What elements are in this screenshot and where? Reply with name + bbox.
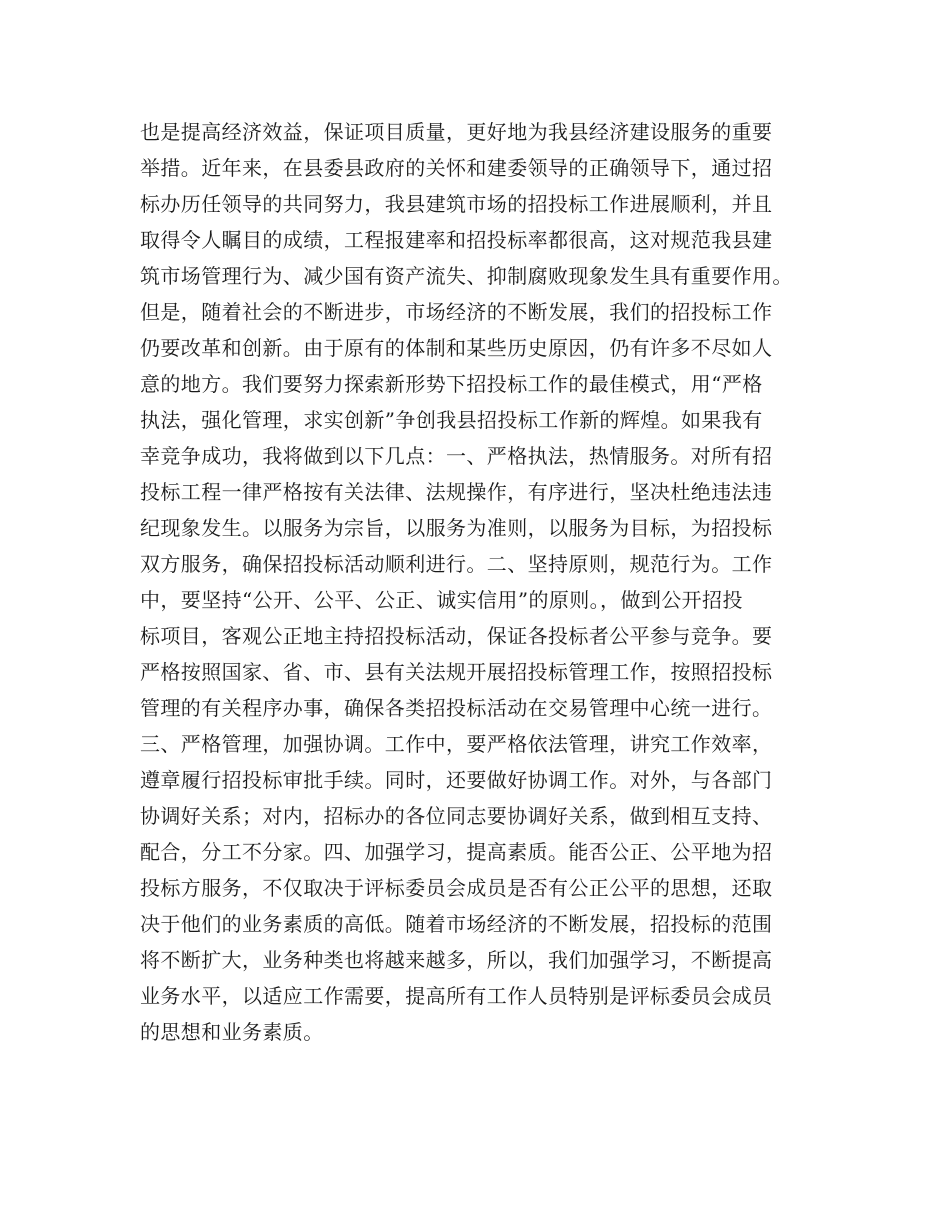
text-line: 的思想和业务素质。 xyxy=(140,1020,324,1044)
text-line: 纪现象发生。以服务为宗旨，以服务为准则，以服务为目标，为招投标 xyxy=(140,516,773,540)
text-line: 协调好关系；对内，招标办的各位同志要协调好关系，做到相互支持、 xyxy=(140,804,773,828)
text-line: 中，要坚持“公开、公平、公正、诚实信用”的原则。，做到公开招投 xyxy=(140,588,743,612)
text-line: 严格按照国家、省、市、县有关法规开展招投标管理工作，按照招投标 xyxy=(140,660,773,684)
text-line: 意的地方。我们要努力探索新形势下招投标工作的最佳模式，用“严格 xyxy=(140,372,763,396)
text-line: 标项目，客观公正地主持招投标活动，保证各投标者公平参与竞争。要 xyxy=(140,624,773,648)
text-line: 取得令人瞩目的成绩，工程报建率和招投标率都很高，这对规范我县建 xyxy=(140,228,773,252)
text-line: 但是，随着社会的不断进步，市场经济的不断发展，我们的招投标工作 xyxy=(140,300,773,324)
text-line: 双方服务，确保招投标活动顺利进行。二、坚持原则，规范行为。工作 xyxy=(140,552,773,576)
text-line: 将不断扩大，业务种类也将越来越多，所以，我们加强学习，不断提高 xyxy=(140,948,773,972)
text-line: 投标方服务，不仅取决于评标委员会成员是否有公正公平的思想，还取 xyxy=(140,876,773,900)
text-line: 筑市场管理行为、减少国有资产流失、抑制腐败现象发生具有重要作用。 xyxy=(140,264,793,288)
text-line: 幸竞争成功，我将做到以下几点：一、严格执法，热情服务。对所有招 xyxy=(140,444,773,468)
text-line: 配合，分工不分家。四、加强学习，提高素质。能否公正、公平地为招 xyxy=(140,840,773,864)
text-line: 也是提高经济效益，保证项目质量，更好地为我县经济建设服务的重要 xyxy=(140,120,773,144)
text-line: 遵章履行招投标审批手续。同时，还要做好协调工作。对外，与各部门 xyxy=(140,768,773,792)
text-line: 决于他们的业务素质的高低。随着市场经济的不断发展，招投标的范围 xyxy=(140,912,773,936)
body-text xyxy=(140,114,830,1050)
text-line: 三、严格管理，加强协调。工作中，要严格依法管理，讲究工作效率， xyxy=(140,732,773,756)
text-line: 业务水平，以适应工作需要，提高所有工作人员特别是评标委员会成员 xyxy=(140,984,773,1008)
text-line: 投标工程一律严格按有关法律、法规操作，有序进行，坚决杜绝违法违 xyxy=(140,480,773,504)
text-line: 仍要改革和创新。由于原有的体制和某些历史原因，仍有许多不尽如人 xyxy=(140,336,773,360)
text-line: 标办历任领导的共同努力，我县建筑市场的招投标工作进展顺利，并且 xyxy=(140,192,773,216)
text-line: 管理的有关程序办事，确保各类招投标活动在交易管理中心统一进行。 xyxy=(140,696,773,720)
text-line: 执法，强化管理，求实创新”争创我县招投标工作新的辉煌。如果我有 xyxy=(140,408,763,432)
text-line: 举措。近年来，在县委县政府的关怀和建委领导的正确领导下，通过招 xyxy=(140,156,773,180)
